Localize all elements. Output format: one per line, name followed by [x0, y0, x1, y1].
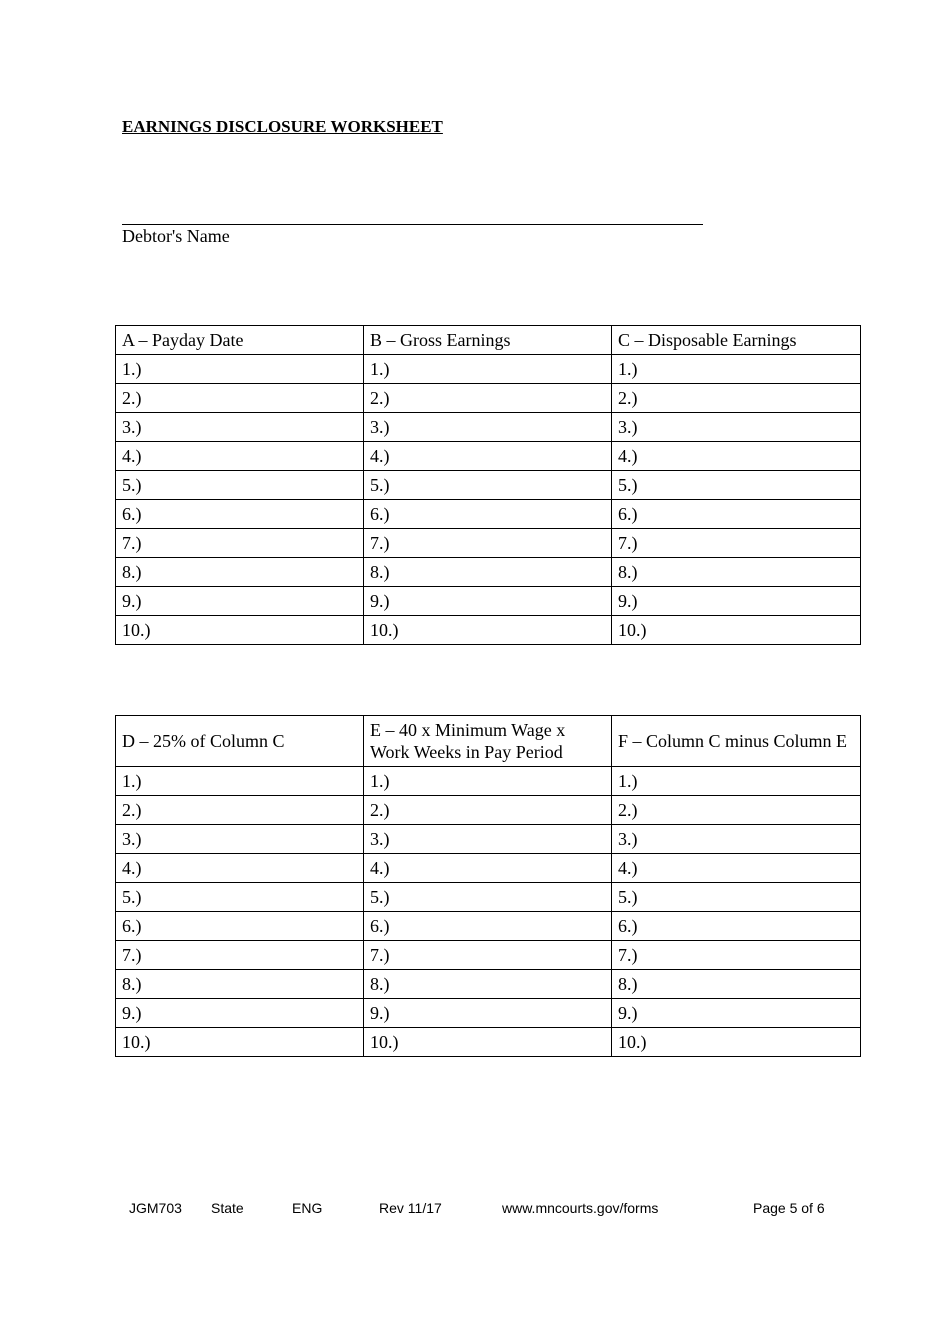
table-cell[interactable]: 6.)	[612, 500, 861, 529]
table-cell[interactable]: 6.)	[116, 912, 364, 941]
table-cell[interactable]: 5.)	[364, 471, 612, 500]
table-cell[interactable]: 8.)	[612, 970, 861, 999]
table-row	[116, 883, 861, 912]
table-cell[interactable]: 1.)	[116, 767, 364, 796]
table-row	[116, 912, 861, 941]
table-row	[116, 1028, 861, 1057]
table-cell[interactable]: 3.)	[116, 413, 364, 442]
footer-form-id: JGM703	[129, 1200, 182, 1216]
table-cell[interactable]: 5.)	[116, 883, 364, 912]
table-row	[116, 616, 861, 645]
header-25-percent-of-c: D – 25% of Column C	[116, 716, 364, 767]
table-cell[interactable]: 1.)	[364, 767, 612, 796]
table-cell[interactable]: 2.)	[612, 796, 861, 825]
table-row	[116, 796, 861, 825]
table-cell[interactable]: 8.)	[116, 558, 364, 587]
table-row	[116, 500, 861, 529]
table-cell[interactable]: 7.)	[612, 529, 861, 558]
table-cell[interactable]: 10.)	[612, 616, 861, 645]
footer-page-number: Page 5 of 6	[753, 1200, 825, 1216]
table-cell[interactable]: 4.)	[612, 442, 861, 471]
table-cell[interactable]: 6.)	[364, 500, 612, 529]
table-cell[interactable]: 3.)	[612, 413, 861, 442]
worksheet-title: EARNINGS DISCLOSURE WORKSHEET	[122, 117, 443, 136]
table-cell[interactable]: 4.)	[116, 442, 364, 471]
earnings-table-abc	[115, 325, 861, 645]
footer-language: ENG	[292, 1200, 323, 1216]
table-cell[interactable]: 3.)	[116, 825, 364, 854]
table-cell[interactable]: 2.)	[364, 384, 612, 413]
table-cell[interactable]: 10.)	[116, 616, 364, 645]
table-cell[interactable]: 1.)	[612, 767, 861, 796]
table-cell[interactable]: 1.)	[364, 355, 612, 384]
table-header-row	[116, 326, 861, 355]
table-cell[interactable]: 6.)	[364, 912, 612, 941]
table-cell[interactable]: 4.)	[116, 854, 364, 883]
table-cell[interactable]: 9.)	[364, 587, 612, 616]
table-row	[116, 941, 861, 970]
table-cell[interactable]: 9.)	[364, 999, 612, 1028]
header-disposable-earnings: C – Disposable Earnings	[612, 326, 861, 355]
table-cell[interactable]: 4.)	[364, 854, 612, 883]
table-row	[116, 854, 861, 883]
footer-revision: Rev 11/17	[379, 1200, 442, 1216]
table-cell[interactable]: 8.)	[364, 558, 612, 587]
table-cell[interactable]: 8.)	[364, 970, 612, 999]
table-cell[interactable]: 2.)	[612, 384, 861, 413]
table-row	[116, 970, 861, 999]
table-row	[116, 558, 861, 587]
table-cell[interactable]: 3.)	[364, 825, 612, 854]
table-row	[116, 529, 861, 558]
table-cell[interactable]: 9.)	[116, 587, 364, 616]
table-cell[interactable]: 9.)	[612, 587, 861, 616]
table-cell[interactable]: 7.)	[364, 529, 612, 558]
table-row	[116, 825, 861, 854]
table-cell[interactable]: 1.)	[612, 355, 861, 384]
header-c-minus-e: F – Column C minus Column E	[612, 716, 861, 767]
table-cell[interactable]: 5.)	[612, 471, 861, 500]
table-cell[interactable]: 10.)	[116, 1028, 364, 1057]
table-cell[interactable]: 5.)	[364, 883, 612, 912]
table-cell[interactable]: 7.)	[116, 941, 364, 970]
table-cell[interactable]: 9.)	[116, 999, 364, 1028]
table-cell[interactable]: 7.)	[612, 941, 861, 970]
table-row	[116, 355, 861, 384]
footer-website-link[interactable]: www.mncourts.gov/forms	[502, 1200, 659, 1216]
table-cell[interactable]: 9.)	[612, 999, 861, 1028]
debtor-name-line[interactable]	[122, 224, 703, 225]
table-cell[interactable]: 4.)	[364, 442, 612, 471]
table-row	[116, 413, 861, 442]
table-row	[116, 442, 861, 471]
table-cell[interactable]: 7.)	[364, 941, 612, 970]
table-cell[interactable]: 3.)	[364, 413, 612, 442]
footer-jurisdiction: State	[211, 1200, 244, 1216]
table-cell[interactable]: 5.)	[116, 471, 364, 500]
table-row	[116, 471, 861, 500]
table-cell[interactable]: 2.)	[116, 796, 364, 825]
earnings-table-def	[115, 715, 861, 1057]
table-cell[interactable]: 10.)	[364, 616, 612, 645]
table-cell[interactable]: 3.)	[612, 825, 861, 854]
table-row	[116, 999, 861, 1028]
table-cell[interactable]: 10.)	[612, 1028, 861, 1057]
header-gross-earnings: B – Gross Earnings	[364, 326, 612, 355]
table-cell[interactable]: 7.)	[116, 529, 364, 558]
table-cell[interactable]: 2.)	[116, 384, 364, 413]
header-minimum-wage-calc: E – 40 x Minimum Wage x Work Weeks in Pay Period	[364, 716, 612, 767]
debtor-name-label: Debtor's Name	[122, 226, 230, 246]
table-cell[interactable]: 10.)	[364, 1028, 612, 1057]
table-cell[interactable]: 1.)	[116, 355, 364, 384]
table-cell[interactable]: 4.)	[612, 854, 861, 883]
table-cell[interactable]: 8.)	[612, 558, 861, 587]
table-row	[116, 384, 861, 413]
table-cell[interactable]: 6.)	[612, 912, 861, 941]
table-row	[116, 587, 861, 616]
table-cell[interactable]: 8.)	[116, 970, 364, 999]
table-cell[interactable]: 5.)	[612, 883, 861, 912]
table-row	[116, 767, 861, 796]
table-cell[interactable]: 2.)	[364, 796, 612, 825]
header-payday-date: A – Payday Date	[116, 326, 364, 355]
table-cell[interactable]: 6.)	[116, 500, 364, 529]
table-header-row	[116, 716, 861, 767]
